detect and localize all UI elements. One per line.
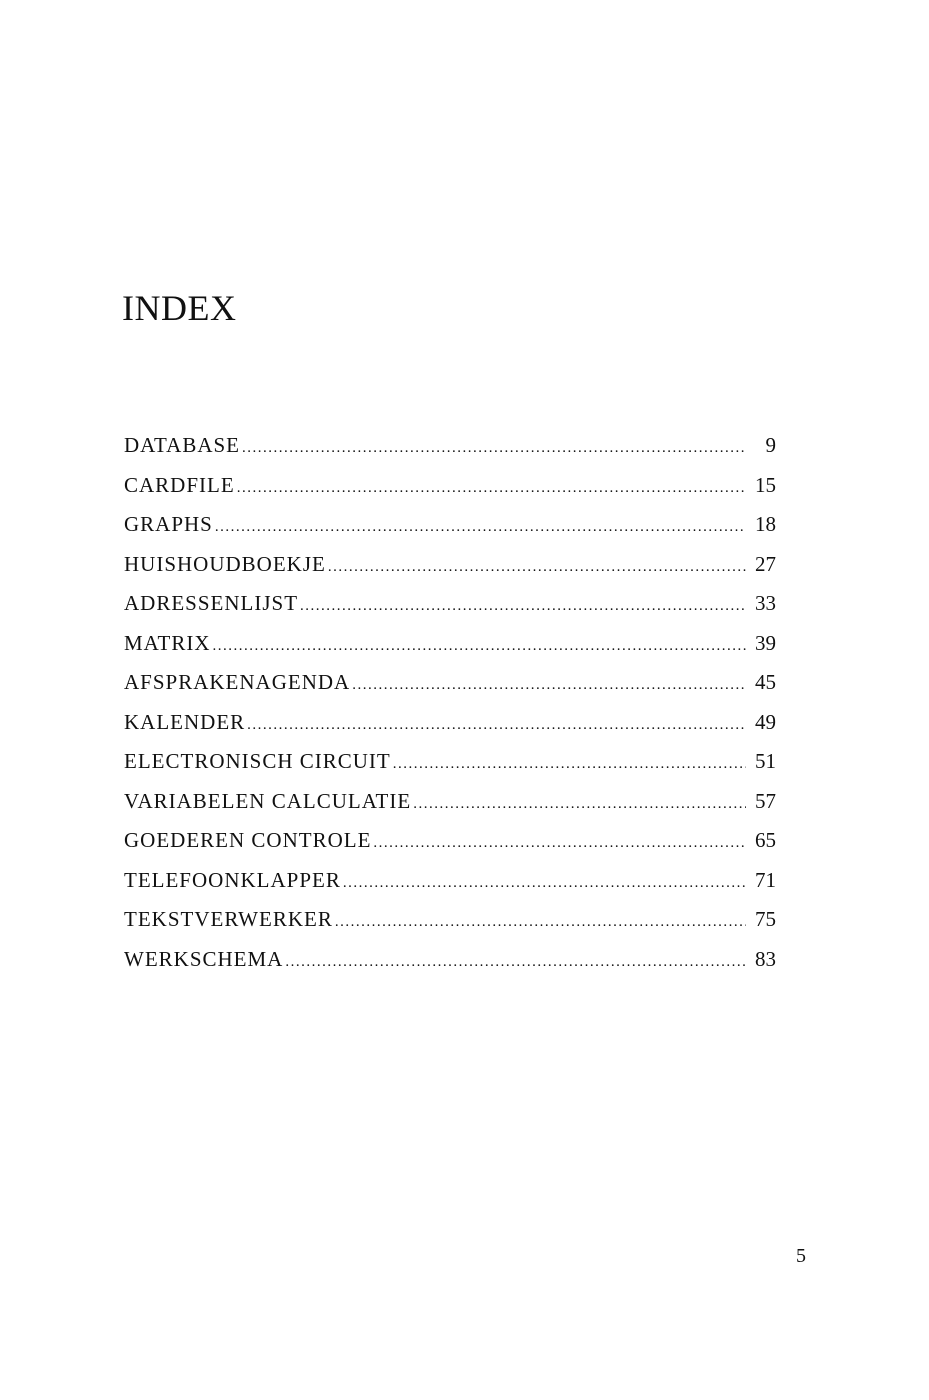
toc-entry-page: 51 <box>755 749 776 773</box>
toc-entry-label: VARIABELEN CALCULATIE <box>124 788 412 813</box>
dot-leader <box>413 785 746 825</box>
toc-entry-page: 18 <box>755 512 776 536</box>
toc-entry-cardfile <box>124 466 776 506</box>
toc-entry-label: DATABASE <box>124 433 240 457</box>
toc-entry-goederen-controle <box>124 821 776 861</box>
page-number: 5 <box>796 1245 806 1267</box>
dot-leader <box>285 943 746 983</box>
dot-leader <box>237 469 746 509</box>
toc-entry-electronisch-circuit <box>124 742 776 782</box>
dot-leader <box>352 666 746 706</box>
toc-entry-label: TELEFOONKLAPPER <box>124 867 341 892</box>
toc-entry-page: 65 <box>755 828 776 852</box>
toc-entry-label: TEKSTVERWERKER <box>124 907 333 931</box>
toc-entry-adressenlijst <box>124 584 776 624</box>
toc-entry-graphs <box>124 505 776 545</box>
dot-leader <box>247 706 746 746</box>
toc-entry-telefoonklapper <box>124 861 776 901</box>
toc-entry-label: MATRIX <box>124 630 211 655</box>
table-of-contents <box>124 426 776 979</box>
toc-entry-label: CARDFILE <box>124 472 235 497</box>
toc-entry-tekstverwerker <box>124 900 776 940</box>
toc-entry-database <box>124 426 776 466</box>
toc-entry-page: 27 <box>755 551 776 576</box>
toc-entry-kalender <box>124 703 776 743</box>
toc-entry-page: 15 <box>755 472 776 497</box>
toc-entry-page: 83 <box>755 946 776 971</box>
dot-leader <box>373 824 746 864</box>
toc-entry-label: GOEDEREN CONTROLE <box>124 828 372 852</box>
toc-entry-label: HUISHOUDBOEKJE <box>124 551 326 576</box>
toc-entry-page: 33 <box>755 591 776 615</box>
dot-leader <box>393 745 746 785</box>
toc-entry-huishoudboekje <box>124 545 776 585</box>
toc-entry-label: KALENDER <box>124 709 246 734</box>
toc-entry-page: 45 <box>755 670 776 694</box>
dot-leader <box>215 508 746 548</box>
dot-leader <box>328 548 746 588</box>
toc-entry-afsprakenagenda <box>124 663 776 703</box>
toc-entry-page: 49 <box>755 709 776 734</box>
toc-entry-werkschema <box>124 940 776 980</box>
toc-entry-label: GRAPHS <box>124 512 213 536</box>
toc-entry-page: 9 <box>765 433 776 457</box>
dot-leader <box>300 587 746 627</box>
toc-entry-label: AFSPRAKENAGENDA <box>124 670 351 694</box>
page-title: INDEX <box>122 288 237 328</box>
toc-entry-page: 71 <box>755 867 776 892</box>
toc-entry-variabelen-calculatie <box>124 782 776 822</box>
dot-leader <box>213 627 746 667</box>
dot-leader <box>343 864 746 904</box>
toc-entry-matrix <box>124 624 776 664</box>
toc-entry-page: 75 <box>755 907 776 931</box>
toc-entry-label: WERKSCHEMA <box>124 946 284 971</box>
toc-entry-page: 39 <box>755 630 776 655</box>
toc-entry-page: 57 <box>755 788 776 813</box>
toc-entry-label: ADRESSENLIJST <box>124 591 299 615</box>
dot-leader <box>335 903 746 943</box>
toc-entry-label: ELECTRONISCH CIRCUIT <box>124 749 391 773</box>
dot-leader <box>242 429 746 469</box>
